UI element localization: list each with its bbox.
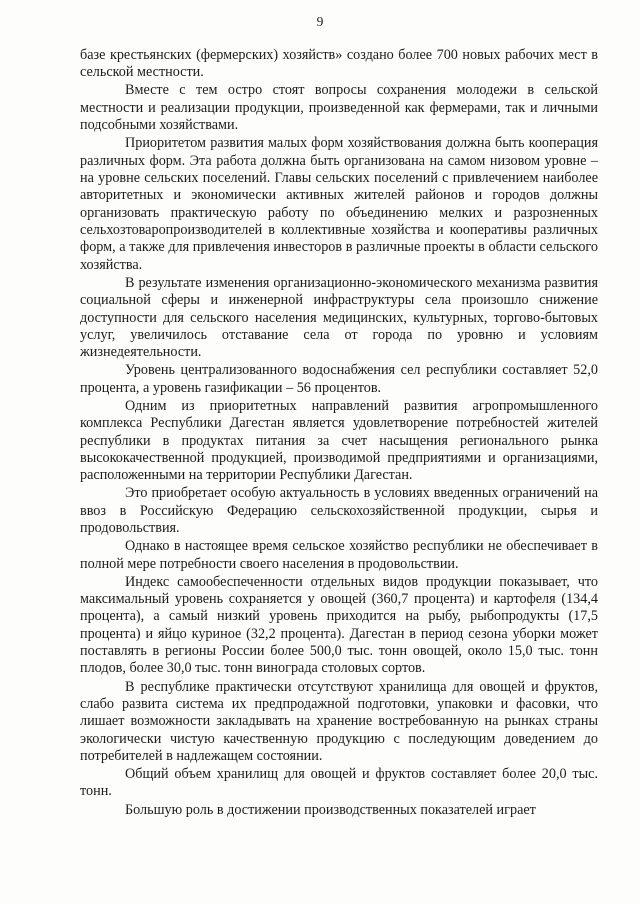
paragraph-storage-volume: Общий объем хранилищ для овощей и фруктов составляет более 20,0 тыс. тонн.	[80, 766, 598, 800]
paragraph-self-sufficiency-index: Индекс самообеспеченности отдельных видов продукции показывает, что максимальный уровень сохраняется у овощей (360,7 процента) и картофеля (134,4 процента), а самый низкий уровень приходится на рыбу, рыбопродукты (17,5 процента) и яйцо куриное (32,2 процента). Дагестан в период сезона уборки может поставлять в регионы России более 500,0 тыс. тонн овощей, около 15,0 тыс. тонн плодов, более 30,0 тыс. тонн винограда столовых сортов.	[80, 573, 598, 677]
paragraph-agro-priorities: Одним из приоритетных направлений развития агропромышленного комплекса Республики Дагестан является удовлетворение потребностей жителей республики в продуктах питания за счет насыщения регионального рынка высококачественной продукцией, производимой предприятиями и организациями, расположенными на территории Республики Дагестан.	[80, 397, 598, 484]
paragraph-cooperation: Приоритетом развития малых форм хозяйствования должна быть кооперация различных форм. Эта работа должна быть организована на самом низовом уровне – на уровне сельских поселений. Главы сельских поселений с привлечением наиболее авторитетных и экономически активных жителей районов и городов должны организовать практическую работу по объединению мелких и разрозненных сельхозтоваропроизводителей в коллективные хозяйства и кооперативы различных форм, а также для привлечения инвесторов в различные проекты в области сельского хозяйства.	[80, 135, 598, 273]
paragraph-social-infrastructure: В результате изменения организационно-экономического механизма развития социальной сферы и инженерной инфраструктуры села произошло снижение доступности для сельского населения медицинских, культурных, торгово-бытовых услуг, увеличилось отставание села от города по уровню и условиям жизнедеятельности.	[80, 274, 598, 361]
paragraph-youth-retention: Вместе с тем остро стоят вопросы сохранения молодежи в сельской местности и реализации продукции, произведенной как фермерами, так и личными подсобными хозяйствами.	[80, 82, 598, 134]
paragraph-water-gas: Уровень централизованного водоснабжения сел республики составляет 52,0 процента, а уровень газификации – 56 процентов.	[80, 362, 598, 396]
body-text	[80, 47, 598, 820]
paragraph-food-supply: Однако в настоящее время сельское хозяйство республики не обеспечивает в полной мере потребности своего населения в продовольствии.	[80, 538, 598, 572]
paragraph-import-restrictions: Это приобретает особую актуальность в условиях введенных ограничений на ввоз в Российскую Федерацию сельскохозяйственной продукции, сырья и продовольствия.	[80, 485, 598, 537]
page-number: 9	[316, 14, 324, 29]
paragraph-production-role: Большую роль в достижении производственных показателей играет	[125, 801, 536, 818]
paragraph-storage-facilities: В республике практически отсутствуют хранилища для овощей и фруктов, слабо развита система их предпродажной подготовки, упаковки и фасовки, что лишает возможности закладывать на хранение востребованную на рынках страны экологически чистую качественную продукцию с последующим доведением до потребителей в надлежащем состоянии.	[80, 678, 598, 764]
paragraph-continuation: базе крестьянских (фермерских) хозяйств» создано более 700 новых рабочих мест в сельской местности.	[80, 47, 598, 81]
